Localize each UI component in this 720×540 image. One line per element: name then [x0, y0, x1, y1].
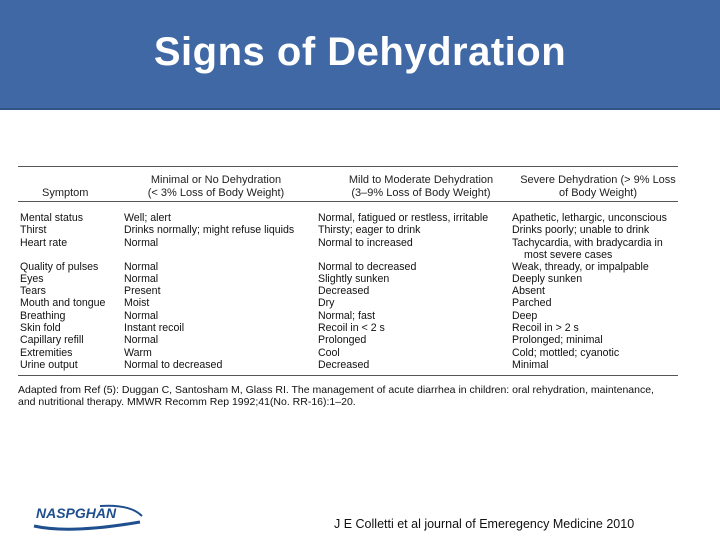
cell-severe: Apathetic, lethargic, unconscious	[512, 212, 667, 224]
cell-mild: Normal; fast	[318, 309, 376, 322]
cell-symptom: Urine output	[20, 358, 78, 371]
cell-symptom: Mouth and tongue	[20, 297, 106, 310]
cell-mild: Slightly sunken	[318, 272, 390, 285]
cell-symptom: Heart rate	[20, 236, 68, 249]
header-minimal-line1: Minimal or No Dehydration	[150, 174, 282, 186]
svg-text:NASPGHAN: NASPGHAN	[36, 505, 117, 521]
header-mild	[326, 174, 516, 200]
table-bottom-rule	[18, 375, 678, 376]
cell-mild: Normal to increased	[318, 236, 413, 249]
cell-severe: Cold; mottled; cyanotic	[512, 346, 620, 359]
cell-minimal: Normal to decreased	[124, 358, 223, 371]
title-bar	[0, 0, 720, 110]
cell-minimal: Normal	[124, 260, 159, 273]
table-header	[18, 167, 678, 202]
cell-severe: Minimal	[512, 358, 549, 371]
cell-minimal: Drinks normally; might refuse liquids	[124, 224, 295, 237]
cell-minimal: Present	[124, 285, 161, 298]
table-row	[18, 212, 678, 224]
cell-severe: Deep	[512, 309, 538, 322]
cell-severe	[512, 237, 663, 261]
dehydration-table	[18, 166, 678, 408]
citation: J E Colletti et al journal of Emeregency Medicine 2010	[334, 517, 635, 531]
cell-severe: Weak, thready, or impalpable	[512, 260, 649, 273]
table-row	[18, 237, 678, 261]
cell-symptom: Extremities	[20, 346, 73, 359]
header-mild-line2: (3–9% Loss of Body Weight)	[351, 187, 491, 199]
header-severe	[508, 174, 688, 200]
footnote-line1: Adapted from Ref (5): Duggan C, Santosham M, Glass RI. The management of acute diarrhea in children: oral rehydration, maintenance,	[18, 384, 654, 397]
cell-severe-line2: most severe cases	[524, 248, 613, 261]
cell-symptom: Thirst	[20, 224, 47, 237]
header-minimal	[136, 174, 296, 200]
table-row	[18, 310, 678, 322]
cell-symptom: Mental status	[20, 212, 84, 224]
header-severe-line2: of Body Weight)	[558, 187, 638, 199]
cell-mild: Cool	[318, 346, 340, 359]
cell-minimal: Well; alert	[124, 212, 171, 224]
cell-minimal: Normal	[124, 334, 159, 347]
header-severe-line1: Severe Dehydration (> 9% Loss	[520, 174, 676, 186]
cell-mild: Recoil in < 2 s	[318, 322, 385, 335]
cell-mild: Normal to decreased	[318, 260, 417, 273]
table-row	[18, 347, 678, 359]
cell-symptom: Capillary refill	[20, 334, 84, 347]
cell-severe: Deeply sunken	[512, 272, 583, 285]
table-body	[18, 212, 678, 371]
cell-symptom: Skin fold	[20, 322, 61, 335]
table-row	[18, 322, 678, 334]
cell-severe: Parched	[512, 297, 552, 310]
cell-minimal: Instant recoil	[124, 322, 185, 335]
table-row	[18, 261, 678, 273]
footnote-line2: and nutritional therapy. MMWR Recomm Rep 1992;41(No. RR-16):1–20.	[18, 396, 356, 409]
cell-minimal: Warm	[124, 346, 152, 359]
cell-minimal: Normal	[124, 236, 159, 249]
cell-mild: Normal, fatigued or restless, irritable	[318, 212, 489, 224]
cell-mild: Decreased	[318, 358, 370, 371]
cell-minimal: Normal	[124, 309, 159, 322]
slide-title: Signs of Dehydration	[153, 30, 567, 74]
cell-severe: Prolonged; minimal	[512, 334, 603, 347]
table-row	[18, 297, 678, 309]
cell-symptom: Quality of pulses	[20, 260, 99, 273]
table-row	[18, 285, 678, 297]
table-row	[18, 334, 678, 346]
naspghan-logo	[30, 500, 145, 532]
cell-mild: Prolonged	[318, 334, 367, 347]
header-mild-line1: Mild to Moderate Dehydration	[348, 174, 494, 186]
cell-severe: Absent	[512, 285, 545, 298]
table-row	[18, 273, 678, 285]
naspghan-logo-icon	[30, 500, 145, 532]
cell-symptom: Tears	[20, 285, 46, 298]
cell-mild: Thirsty; eager to drink	[318, 224, 421, 237]
cell-minimal: Moist	[124, 297, 150, 310]
table-footnote	[18, 384, 678, 408]
cell-symptom: Breathing	[20, 309, 66, 322]
cell-severe-line1: Tachycardia, with bradycardia in	[512, 236, 663, 249]
table-row	[18, 224, 678, 236]
cell-mild: Dry	[318, 297, 335, 310]
table-row	[18, 359, 678, 371]
header-minimal-line2: (< 3% Loss of Body Weight)	[147, 187, 285, 199]
header-symptom: Symptom	[42, 187, 89, 199]
cell-minimal: Normal	[124, 272, 159, 285]
cell-mild: Decreased	[318, 285, 370, 298]
cell-symptom: Eyes	[20, 272, 44, 285]
cell-severe: Drinks poorly; unable to drink	[512, 224, 650, 237]
cell-severe: Recoil in > 2 s	[512, 322, 579, 335]
